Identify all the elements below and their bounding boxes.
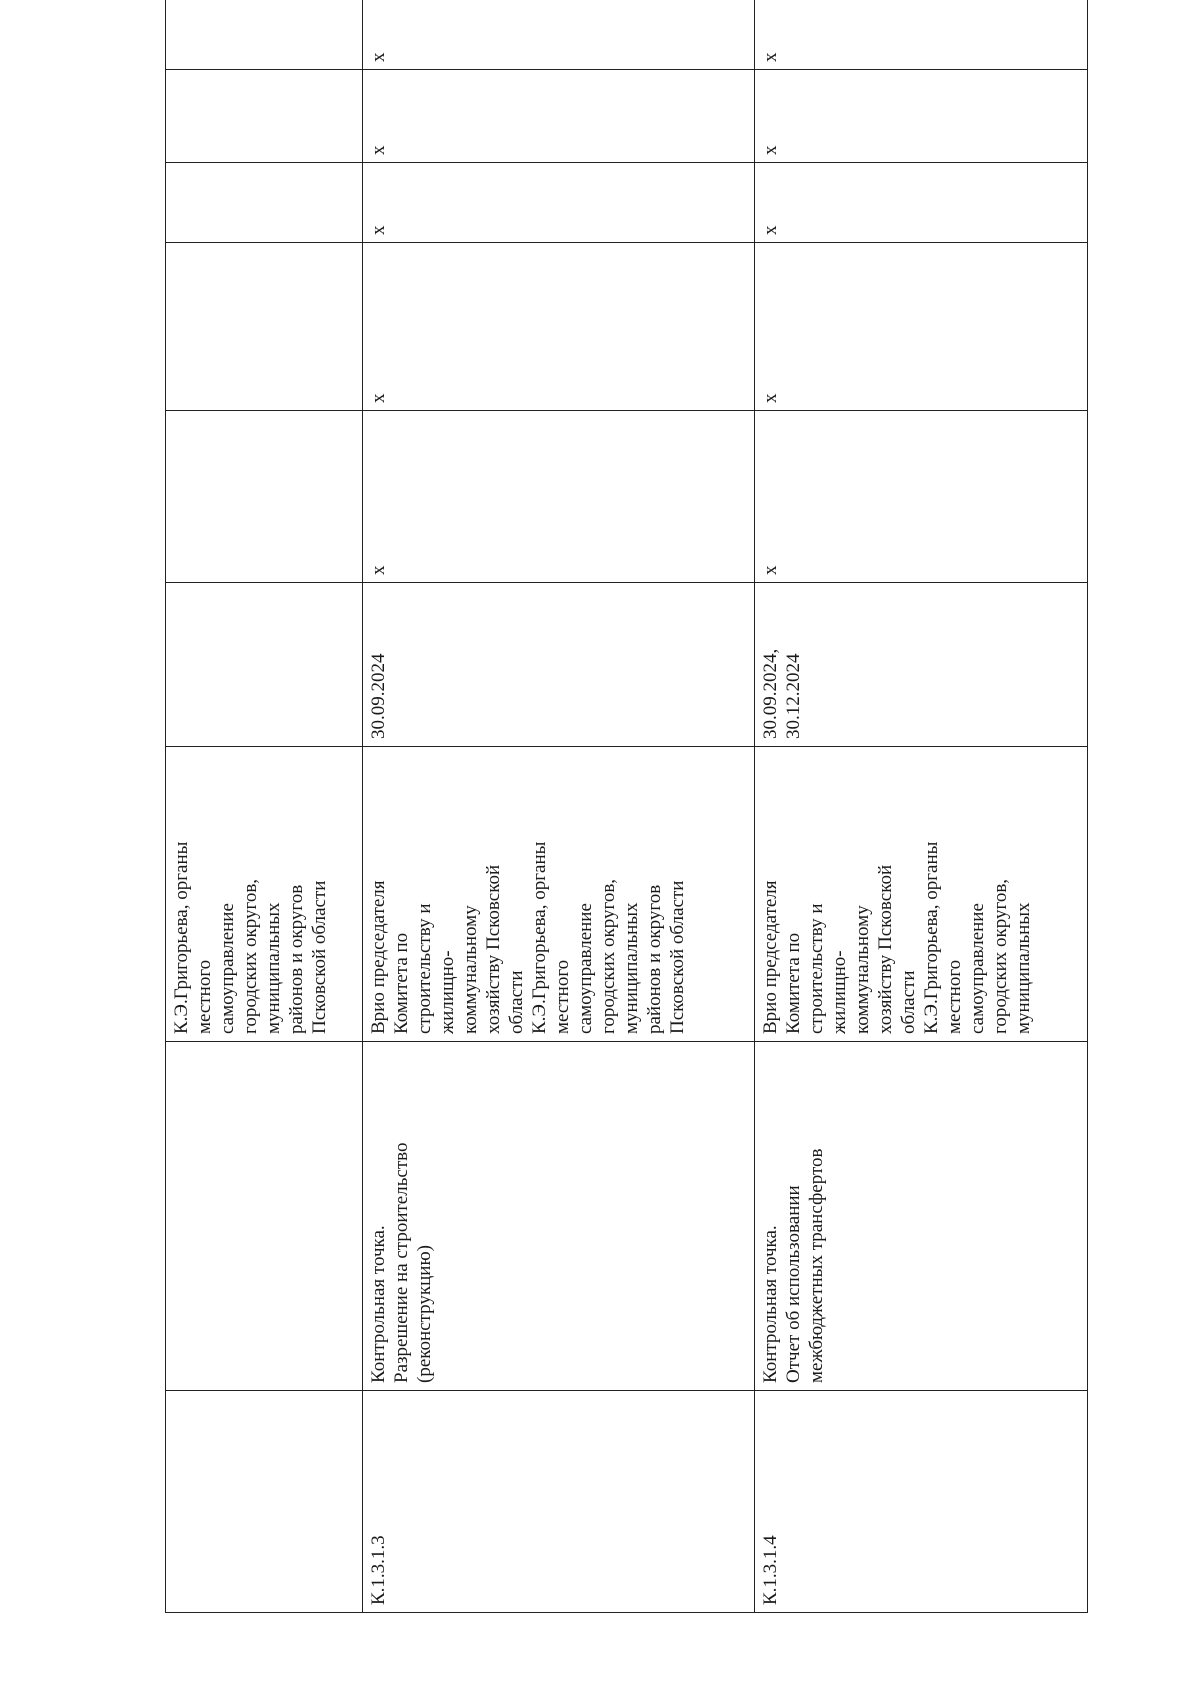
date-cell xyxy=(363,583,755,747)
responsible-line: местного xyxy=(194,959,215,1034)
responsible-line: городских округов, xyxy=(990,878,1011,1034)
mark-cell xyxy=(363,411,755,583)
responsible-line: жилищно- xyxy=(829,950,850,1034)
responsible-line: городских округов, xyxy=(598,878,619,1034)
row-code: К.1.3.1.3 xyxy=(368,1535,389,1605)
responsible-line: районов и округов xyxy=(286,884,307,1034)
responsible-line: самоуправление xyxy=(575,903,596,1034)
date-line: 30.12.2024 xyxy=(783,653,804,739)
x-mark: x xyxy=(368,52,389,62)
responsible-line: коммунальному xyxy=(852,905,873,1034)
name-cell xyxy=(363,1042,755,1391)
responsible-line: строительству и xyxy=(414,903,435,1034)
name-line: Контрольная точка. xyxy=(760,1225,781,1383)
responsible-line: городских округов, xyxy=(240,878,261,1034)
name-line: Разрешение на строительство xyxy=(391,1142,412,1383)
responsible-line: районов и округов xyxy=(644,884,665,1034)
responsible-line: Псковской области xyxy=(667,880,688,1034)
responsible-cell xyxy=(166,747,363,1042)
responsible-line: местного xyxy=(552,959,573,1034)
responsible-line: К.Э.Григорьева, органы xyxy=(529,841,550,1034)
responsible-line: Комитета по xyxy=(783,932,804,1034)
x-mark: x xyxy=(760,393,781,403)
responsible-line: хозяйству Псковской xyxy=(483,864,504,1034)
responsible-line: области xyxy=(506,970,527,1034)
responsible-line: К.Э.Григорьева, органы xyxy=(171,841,192,1034)
x-mark: x xyxy=(760,145,781,155)
responsible-line: Комитета по xyxy=(391,932,412,1034)
table-row xyxy=(363,0,755,1613)
mark-cell xyxy=(755,163,1088,243)
x-mark: x xyxy=(368,225,389,235)
date-line: 30.09.2024, xyxy=(760,648,781,739)
table-row xyxy=(755,0,1088,1613)
mark-cell xyxy=(166,70,363,163)
responsible-line: местного xyxy=(944,959,965,1034)
responsible-line: Врио председателя xyxy=(368,880,389,1034)
mark-cell xyxy=(755,0,1088,70)
responsible-line: коммунальному xyxy=(460,905,481,1034)
responsible-cell xyxy=(755,747,1088,1042)
mark-cell xyxy=(166,411,363,583)
responsible-line: муниципальных xyxy=(621,902,642,1034)
name-line: межбюджетных трансфертов xyxy=(806,1148,827,1383)
mark-cell xyxy=(755,243,1088,411)
mark-cell xyxy=(166,243,363,411)
mark-cell xyxy=(363,0,755,70)
responsible-line: хозяйству Псковской xyxy=(875,864,896,1034)
rotated-table-wrapper xyxy=(165,52,1087,1613)
code-cell xyxy=(166,1391,363,1613)
date-cell xyxy=(755,583,1088,747)
responsible-line: самоуправление xyxy=(217,903,238,1034)
mark-cell xyxy=(755,411,1088,583)
responsible-line: муниципальных xyxy=(263,902,284,1034)
x-mark: x xyxy=(760,52,781,62)
responsible-line: Врио председателя xyxy=(760,880,781,1034)
x-mark: x xyxy=(368,565,389,575)
name-line: (реконструкцию) xyxy=(414,1244,435,1383)
table-body xyxy=(166,0,1088,1613)
responsible-line: области xyxy=(898,970,919,1034)
table-row xyxy=(166,0,363,1613)
mark-cell xyxy=(166,163,363,243)
mark-cell xyxy=(166,0,363,70)
code-cell xyxy=(755,1391,1088,1613)
mark-cell xyxy=(363,163,755,243)
responsible-line: К.Э.Григорьева, органы xyxy=(921,841,942,1034)
responsible-line: Псковской области xyxy=(309,880,330,1034)
date-line: 30.09.2024 xyxy=(368,653,389,739)
name-cell xyxy=(166,1042,363,1391)
x-mark: x xyxy=(368,393,389,403)
responsible-line: жилищно- xyxy=(437,950,458,1034)
row-code: К.1.3.1.4 xyxy=(760,1535,781,1605)
mark-cell xyxy=(363,243,755,411)
responsible-line: строительству и xyxy=(806,903,827,1034)
mark-cell xyxy=(755,70,1088,163)
responsible-line: самоуправление xyxy=(967,903,988,1034)
x-mark: x xyxy=(368,145,389,155)
name-cell xyxy=(755,1042,1088,1391)
date-cell xyxy=(166,583,363,747)
mark-cell xyxy=(363,70,755,163)
code-cell xyxy=(363,1391,755,1613)
x-mark: x xyxy=(760,225,781,235)
responsible-line: муниципальных xyxy=(1013,902,1034,1034)
schedule-table xyxy=(165,0,1088,1613)
x-mark: x xyxy=(760,565,781,575)
responsible-cell xyxy=(363,747,755,1042)
name-line: Контрольная точка. xyxy=(368,1225,389,1383)
name-line: Отчет об использовании xyxy=(783,1185,804,1383)
